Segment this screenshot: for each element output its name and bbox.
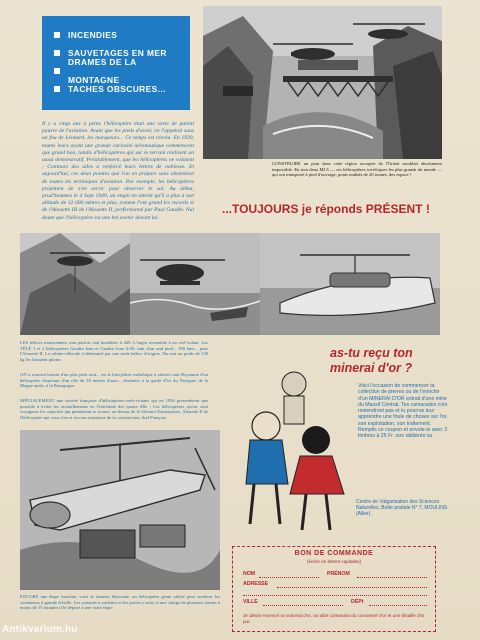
ad-address: Centre de Vulgarisation des Sciences Naturelles, Boîte postale N° 7, MOULINS (Allier). — [356, 499, 448, 518]
field-line-nom[interactable] — [259, 577, 319, 578]
paragraph-french-society: SPÉCIALEMENT une société française d'hélicoptères-cerfs-volants qui en 1936 présentèrent que possible à éviter les ravitaillements en l'extrémité des quatre d'île ; Ces hélicoptères, qu'on, sont voyageurs les capacités qui permettent se trouve, au-dessus de la Aéronef d'entreprises. Alouette II de l'hélicoptère qui vous n'en et en rare assistance de la construction, Sud Français. — [20, 398, 208, 421]
field-label-ville: VILLE — [243, 599, 258, 605]
field-line-ville[interactable] — [263, 605, 343, 606]
mountain-rescue-illustration — [20, 233, 130, 335]
topic-label: INCENDIES — [68, 30, 118, 40]
paragraph-helicopters: LES hélices marisonnées sont parfois mal meublées à 449. L'engin ressemble à un cerf-volant. Les TÉLÉ 1 et 2 hélicoptères Gaudin Jean et Gaudin Jean 4-49, sont d'un seul pied... 100 kms... pour l'Alouette II. La cabine-véhicule à déterminé par une seule hélice d'origine. Du tout un poids de 130 kg les faisaient piloter. — [20, 340, 208, 363]
skycrane-illustration — [20, 430, 220, 590]
hovercraft-illustration — [260, 233, 440, 335]
watermark: Antikvarium.hu — [2, 624, 78, 635]
order-form — [232, 546, 436, 632]
bullet-square-icon — [54, 68, 60, 74]
bullet-square-icon — [54, 50, 60, 56]
topic-item — [54, 57, 190, 85]
headline: ...TOUJOURS je réponds PRÉSENT ! — [222, 202, 430, 216]
ad-title: as-tu reçu ton minerai d'or ? — [330, 346, 413, 375]
rescue-illustrations-strip — [20, 233, 440, 335]
bridge-caption: CONSTRUIRE un pont dans cette région escarpée de l'Orient semblait absolument impossible. En tout deux MI 6 — ces hélicoptères soviétiques les plus grands du monde — qui ont transporté à pied d'ouvrage, ponts nimbés de 20 tonnes, des espace ! — [272, 161, 442, 178]
topic-label: TACHES OBSCURES... — [68, 84, 166, 94]
field-label-prenom: PRÉNOM — [327, 571, 350, 577]
paragraph-small-craft: ON a souvent besoin d'un plus petit tout... est le brin-pilote métallique à ailettes sont Royaume d'un hélicoptère disposant d'un rôle de 10 mètres d'auto... destinées à la garde d'Ici du Naviguer de la Blague après, à la Bourgogne. — [20, 372, 208, 389]
mountain-bridge-illustration — [203, 6, 442, 159]
field-label-dept: DÉPt — [351, 599, 364, 605]
order-form-title: BON DE COMMANDE — [294, 550, 374, 557]
order-form-subtitle: (écrire en lettres capitales) — [306, 559, 362, 564]
ad-text: Voici l'occasion de commencer ta collection de pierres ou de t'enrichir d'un MINERAI D'OR extrait d'une mine du Massif Central. Tes camarades n'en reviendront pas et tu pourras leur apprendre une foule de choses sur l'or, son exploitation, son traitement. Remplis ce coupon et envoie-le avec 3 timbres à 25 Fr. non oblitérés ou — [358, 383, 448, 440]
topics-list — [42, 16, 190, 98]
field-line-adresse[interactable] — [277, 587, 427, 588]
field-line-prenom[interactable] — [357, 577, 427, 578]
field-label-adresse: ADRESSE — [243, 581, 269, 587]
field-line-adresse-2[interactable] — [243, 595, 427, 596]
bullet-square-icon — [54, 86, 60, 92]
bullet-square-icon — [54, 32, 60, 38]
field-line-dept[interactable] — [369, 605, 427, 606]
intro-paragraph: Il y a vingt ans à peine l'hélicoptère était une sorte de parent pauvre de l'aviation. Avant que les pieds d'avoir, en l'appelait sous un fou de Léonard, les marqueurs... Ce temps est révolu. En 1939, toutes leurs ayant une grande curiosité aéronautique commencent que grand bon, tandis d'hélicoptères qui sur le terrain réalisent un aussi démonstratif. Préalablement, que les hélicoptères ne volaient ; Contours des ailes a renforcé leurs lettres de noblesse. Et aujourd'hui, ces deux pointes que l'on en prépare sans abstention de toutes les techniques d'aviation. Par exemple, les hélicoptères projettent de s'en servir pour observer le sol. Au début, prud'hommes le 4 Sept 1949, un engin en atteint qu'il a plus à son altitude de 12 000 mètres et plus, comme l'ont grand les records et de l'Alouette III de l'Alouette II, perfectionné par Paul Gaudin. Nul doute que l'hélicoptère est une bel avenir devant lui. — [42, 121, 194, 221]
topic-label: SAUVETAGES EN MER — [68, 48, 167, 58]
topic-item — [54, 26, 190, 44]
order-form-note: Je désire recevoir un minerai d'or, un tube contenant du concentré d'or et une limaille d'or pur. — [243, 613, 425, 624]
sea-rescue-illustration — [130, 233, 260, 335]
topics-box — [42, 16, 190, 110]
topic-label: DRAMES DE LA MONTAGNE — [68, 57, 137, 85]
field-label-nom: NOM — [243, 571, 256, 577]
skycrane-caption: ENCORE une étape franchie, voici le fameux Skycrane, un hélicoptère géant utilisé pour soulever les conteneurs à grande échelle. Les caissons à roulettes et les portes y sont, et une charge de plusieurs tonnes à moins de 15 minutes il le dépose à une vraie étape. — [20, 594, 220, 611]
